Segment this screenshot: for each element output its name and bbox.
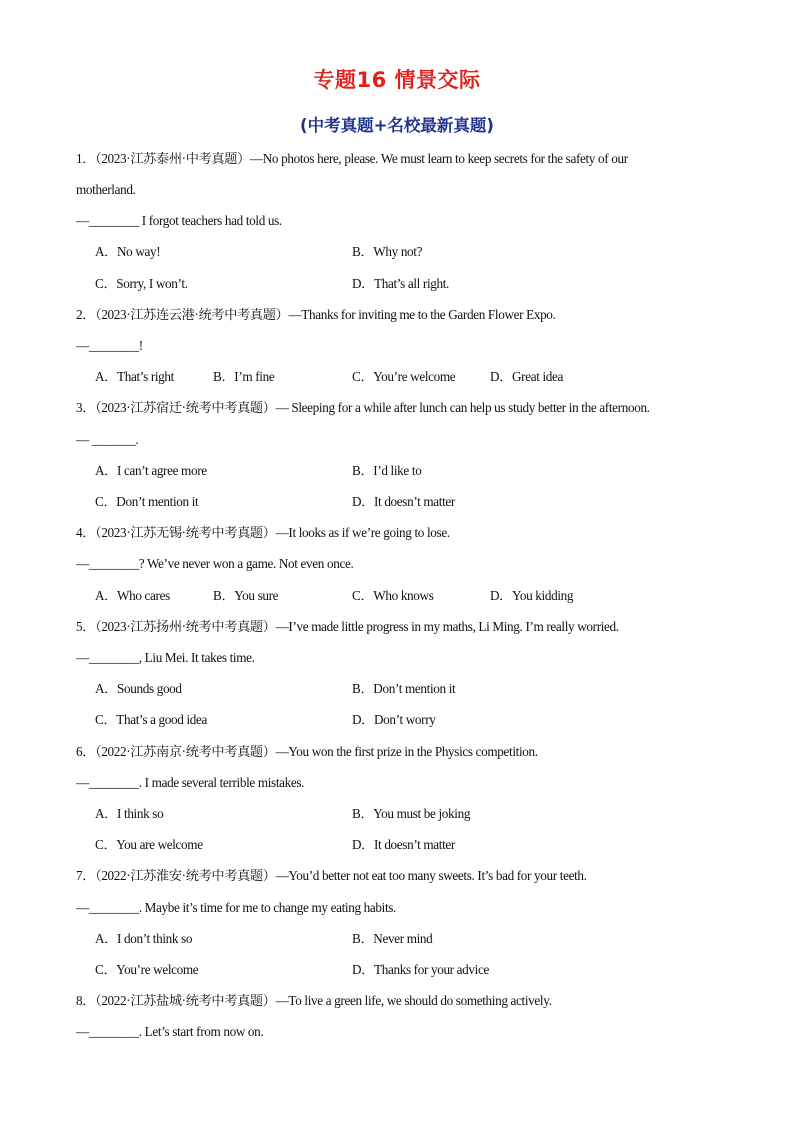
question-2-option-b[interactable]: B．I’m fine [213, 369, 275, 384]
question-8-stem: 8．（2022·江苏盐城·统考中考真题）—To live a green life, we should do something actively. [76, 993, 552, 1008]
question-5-reply: —________, Liu Mei. It takes time. [76, 650, 255, 665]
question-6-option-d[interactable]: D．It doesn’t matter [352, 837, 455, 852]
question-2-option-c[interactable]: C．You’re welcome [352, 369, 456, 384]
question-4-option-c[interactable]: C．Who knows [352, 588, 434, 603]
question-3-reply: — _______. [76, 432, 139, 447]
question-2-option-a[interactable]: A．That’s right [95, 369, 174, 384]
question-5-option-c[interactable]: C．That’s a good idea [95, 712, 208, 727]
question-7-option-d[interactable]: D．Thanks for your advice [352, 962, 489, 977]
question-7-reply: —________. Maybe it’s time for me to change my eating habits. [76, 900, 396, 915]
question-3-option-d[interactable]: D．It doesn’t matter [352, 494, 455, 509]
question-4-option-b[interactable]: B．You sure [213, 588, 279, 603]
question-5-option-d[interactable]: D．Don’t worry [352, 712, 436, 727]
page-title: 专题16 情景交际 [313, 68, 481, 92]
question-4-reply: —________? We’ve never won a game. Not even once. [76, 556, 354, 571]
question-5-stem: 5．（2023·江苏扬州·统考中考真题）—I’ve made little progress in my maths, Li Ming. I’m really worried. [76, 619, 619, 634]
question-1-option-a[interactable]: A．No way! [95, 244, 161, 259]
question-7-option-a[interactable]: A．I don’t think so [95, 931, 193, 946]
question-1-stem: 1．（2023·江苏泰州·中考真题）—No photos here, please. We must learn to keep secrets for the safety of our [76, 151, 628, 166]
question-2-stem: 2．（2023·江苏连云港·统考中考真题）—Thanks for inviting me to the Garden Flower Expo. [76, 307, 556, 322]
question-4-option-a[interactable]: A．Who cares [95, 588, 170, 603]
question-3-option-b[interactable]: B．I’d like to [352, 463, 422, 478]
question-6-reply: —________. I made several terrible mistakes. [76, 775, 305, 790]
page-subtitle: (中考真题+名校最新真题) [300, 116, 494, 135]
question-1-option-d[interactable]: D．That’s all right. [352, 276, 450, 291]
question-4-option-d[interactable]: D．You kidding [490, 588, 574, 603]
question-6-option-a[interactable]: A．I think so [95, 806, 164, 821]
question-1-reply: —________ I forgot teachers had told us. [76, 213, 282, 228]
question-1-option-b[interactable]: B．Why not? [352, 244, 423, 259]
question-8-reply: —________. Let’s start from now on. [76, 1024, 264, 1039]
question-4-stem: 4．（2023·江苏无锡·统考中考真题）—It looks as if we’re going to lose. [76, 525, 450, 540]
question-6-option-b[interactable]: B．You must be joking [352, 806, 471, 821]
question-5-option-b[interactable]: B．Don’t mention it [352, 681, 456, 696]
question-2-option-d[interactable]: D．Great idea [490, 369, 564, 384]
question-6-option-c[interactable]: C．You are welcome [95, 837, 203, 852]
question-1-stem-continued: motherland. [76, 182, 136, 197]
question-3-option-a[interactable]: A．I can’t agree more [95, 463, 207, 478]
question-7-option-c[interactable]: C．You’re welcome [95, 962, 199, 977]
question-5-option-a[interactable]: A．Sounds good [95, 681, 182, 696]
question-2-reply: —________! [76, 338, 143, 353]
question-1-option-c[interactable]: C．Sorry, I won’t. [95, 276, 188, 291]
question-6-stem: 6．（2022·江苏南京·统考中考真题）—You won the first prize in the Physics competition. [76, 744, 538, 759]
question-7-stem: 7．（2022·江苏淮安·统考中考真题）—You’d better not eat too many sweets. It’s bad for your teeth. [76, 868, 587, 883]
question-7-option-b[interactable]: B．Never mind [352, 931, 433, 946]
question-3-option-c[interactable]: C．Don’t mention it [95, 494, 199, 509]
question-3-stem: 3．（2023·江苏宿迁·统考中考真题）— Sleeping for a while after lunch can help us study better in the afternoon. [76, 400, 650, 415]
